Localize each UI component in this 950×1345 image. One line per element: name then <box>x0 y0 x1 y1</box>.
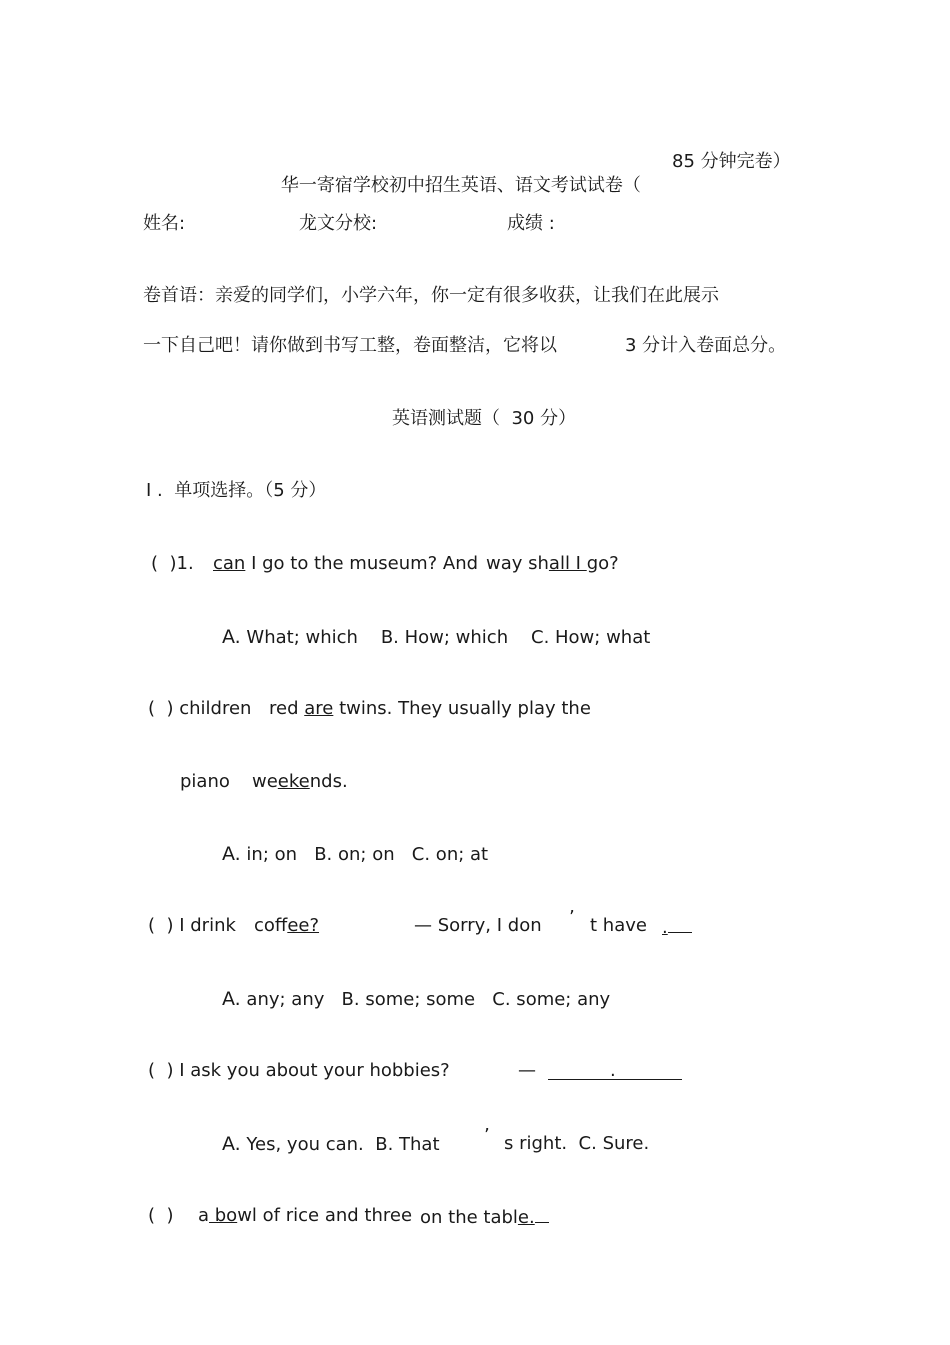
q5-paren: ( ) <box>148 1205 174 1226</box>
q5-s2: bo <box>209 1205 238 1226</box>
q1-s1: can <box>213 553 246 574</box>
q4-opt-a: A. <box>222 1133 241 1155</box>
q2-l2c: eke <box>277 771 310 792</box>
q1-s3: way sh <box>486 553 549 574</box>
q5-blank-line <box>535 1204 549 1223</box>
q4-options <box>222 1132 440 1157</box>
section-title: 英语测试题（ 30 分） <box>392 408 577 429</box>
q3-options <box>222 987 610 1012</box>
q2-options <box>222 842 488 867</box>
q2-line2b <box>252 770 348 794</box>
q2-s3: twins. They usually play the <box>333 698 591 719</box>
q3-reply: — Sorry, I don <box>414 915 542 936</box>
q3-dot: . <box>662 917 668 938</box>
q1-paren: ( )1. <box>151 553 194 574</box>
q1-opts: What; which B. How; which C. How; what <box>240 627 651 648</box>
q1-stem-b <box>486 552 619 576</box>
q3-opts: any; any B. some; some C. some; any <box>240 989 611 1010</box>
q4-dot: . <box>610 1060 616 1081</box>
q3-blank <box>662 914 692 940</box>
q1-s5: go? <box>586 553 619 574</box>
q3-opt-a: A. <box>222 988 241 1010</box>
q5-s3: wl of rice and three <box>237 1205 413 1226</box>
q2-s1: red <box>269 698 305 719</box>
q2-s2: are <box>304 698 334 719</box>
q3-stem <box>254 914 319 938</box>
q5-stem <box>198 1204 412 1228</box>
q3-paren: ( ) I drink <box>148 915 236 936</box>
q5-stem-b <box>420 1204 549 1230</box>
preface-line-2b: 3 分计入卷面总分。 <box>625 335 787 356</box>
q1-s4: all I <box>548 553 587 574</box>
q2-paren: ( ) children <box>148 698 252 719</box>
exam-title-main: 华一寄宿学校初中招生英语、语文考试试卷（ <box>280 175 641 196</box>
q5-s1: a <box>198 1205 210 1226</box>
q4-opts: Yes, you can. B. That <box>240 1134 440 1155</box>
preface-line-2a: 一下自己吧！请你做到书写工整，卷面整洁，它将以 <box>143 335 557 356</box>
q2-line2a: piano <box>180 771 230 792</box>
q1-options <box>222 625 650 650</box>
q3-blank-line <box>668 914 692 933</box>
q5-s4: on the tabl <box>420 1207 518 1228</box>
q5-s5: e. <box>517 1207 535 1228</box>
branch-label: 龙文分校: <box>299 213 378 234</box>
q3-apos: ’ <box>569 907 575 928</box>
score-label: 成绩 : <box>507 213 555 234</box>
preface-line-1: 卷首语：亲爱的同学们，小学六年，你一定有很多收获，让我们在此展示 <box>143 285 719 306</box>
q4-apos: ’ <box>484 1125 490 1146</box>
name-label: 姓名: <box>143 213 186 234</box>
q4-opts2: s right. C. Sure. <box>504 1133 650 1154</box>
q2-l2b: we <box>252 771 278 792</box>
q2-opt-a: A. <box>222 843 241 865</box>
q1-opt-a: A. <box>222 626 241 648</box>
q1-s2: I go to the museum? And <box>245 553 479 574</box>
q4-dash: — <box>518 1060 536 1081</box>
q2-opts: in; on B. on; on C. on; at <box>240 844 489 865</box>
q1-stem <box>213 552 478 576</box>
q4-paren: ( ) I ask you about your hobbies? <box>148 1060 450 1081</box>
q3-s1: coff <box>254 915 288 936</box>
q2-l2d: nds. <box>309 771 348 792</box>
exam-title-time: 85 分钟完卷） <box>672 151 791 172</box>
part1-title: Ⅰ . 单项选择。（5 分） <box>146 480 327 501</box>
q3-s2: ee? <box>287 915 320 936</box>
q2-stem <box>269 697 591 721</box>
q3-reply-b: t have <box>590 915 647 936</box>
